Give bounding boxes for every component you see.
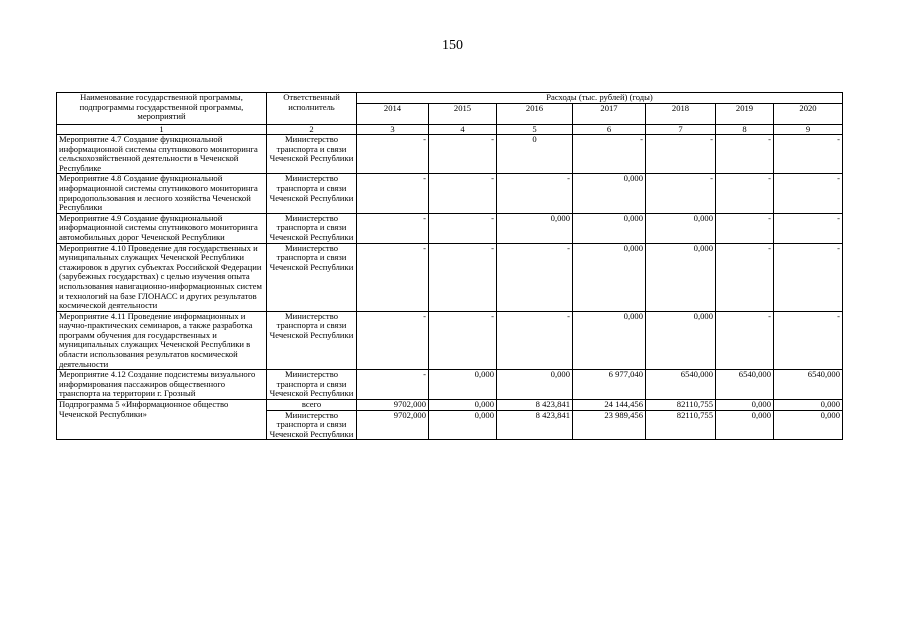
value-cell: 23 989,456 [573, 410, 646, 440]
table-row [57, 311, 843, 370]
activity-name: Мероприятие 4.7 Создание функциональной информационной системы спутникового мониторинга сельскохозяйственной деятельности в Чеченской Республике [57, 135, 267, 174]
value-cell: - [774, 174, 843, 213]
header-row [57, 93, 843, 104]
column-number: 8 [716, 125, 774, 135]
value-cell: 0,000 [429, 370, 497, 400]
value-cell: - [357, 174, 429, 213]
value-cell: - [429, 243, 497, 311]
activity-executor: Министерство транспорта и связи Чеченской Республики [267, 135, 357, 174]
activity-name: Мероприятие 4.8 Создание функциональной информационной системы спутникового мониторинга природопользования и лесного хозяйства Чеченской Республики [57, 174, 267, 213]
value-cell: - [429, 311, 497, 370]
activity-executor: Министерство транспорта и связи Чеченской Республики [267, 311, 357, 370]
value-cell: 6 977,040 [573, 370, 646, 400]
header-expenses: Расходы (тыс. рублей) (годы) [357, 93, 843, 104]
value-cell: 9702,000 [357, 400, 429, 411]
table-row [57, 370, 843, 400]
budget-table [56, 92, 843, 440]
activity-executor: Министерство транспорта и связи Чеченской Республики [267, 243, 357, 311]
value-cell: - [774, 243, 843, 311]
value-cell: - [774, 213, 843, 243]
value-cell: 0,000 [497, 213, 573, 243]
activity-name: Мероприятие 4.11 Проведение информационных и научно-практических семинаров, а также разработка программ обучения для государственных и муниципальных служащих Чеченской Республики в области использования результатов космической деятельности [57, 311, 267, 370]
value-cell: 0,000 [774, 400, 843, 411]
table-row [57, 213, 843, 243]
activity-name: Мероприятие 4.9 Создание функциональной информационной системы спутникового мониторинга автомобильных дорог Чеченской Республики [57, 213, 267, 243]
value-cell: 0,000 [716, 400, 774, 411]
value-cell: 8 423,841 [497, 400, 573, 411]
value-cell: 8 423,841 [497, 410, 573, 440]
activity-executor: Министерство транспорта и связи Чеченской Республики [267, 370, 357, 400]
value-cell: 0,000 [429, 400, 497, 411]
value-cell: 82110,755 [646, 410, 716, 440]
column-number: 6 [573, 125, 646, 135]
value-cell: - [357, 243, 429, 311]
value-cell: - [497, 243, 573, 311]
value-cell: 0,000 [497, 370, 573, 400]
subprogram-total-row [57, 400, 843, 411]
table-row [57, 135, 843, 174]
value-cell: 0,000 [646, 311, 716, 370]
value-cell: - [497, 174, 573, 213]
value-cell: 0,000 [716, 410, 774, 440]
value-cell: 9702,000 [357, 410, 429, 440]
value-cell: 6540,000 [774, 370, 843, 400]
value-cell: 0,000 [774, 410, 843, 440]
value-cell: - [716, 213, 774, 243]
header-executor: Ответственный исполнитель [267, 93, 357, 125]
year-header: 2018 [646, 104, 716, 125]
value-cell: - [357, 311, 429, 370]
subprogram-name: Подпрограмма 5 «Информационное общество Чеченской Республики» [57, 400, 267, 440]
year-header: 2020 [774, 104, 843, 125]
value-cell: - [429, 135, 497, 174]
value-cell: - [774, 135, 843, 174]
year-header: 2017 [573, 104, 646, 125]
value-cell: 0,000 [429, 410, 497, 440]
value-cell: - [497, 311, 573, 370]
value-cell: 0,000 [573, 311, 646, 370]
year-header: 2014 [357, 104, 429, 125]
value-cell: - [646, 135, 716, 174]
value-cell: 0,000 [646, 213, 716, 243]
column-number: 5 [497, 125, 573, 135]
value-cell: - [774, 311, 843, 370]
table-row [57, 174, 843, 213]
value-cell: - [429, 213, 497, 243]
column-number: 2 [267, 125, 357, 135]
column-number: 3 [357, 125, 429, 135]
value-cell: 0,000 [646, 243, 716, 311]
value-cell: 0,000 [573, 243, 646, 311]
column-number: 1 [57, 125, 267, 135]
value-cell: - [357, 135, 429, 174]
year-header: 2015 [429, 104, 497, 125]
value-cell: - [716, 174, 774, 213]
column-number: 7 [646, 125, 716, 135]
value-cell: - [716, 135, 774, 174]
value-cell: - [357, 370, 429, 400]
activity-executor: Министерство транспорта и связи Чеченской Республики [267, 174, 357, 213]
value-cell: 82110,755 [646, 400, 716, 411]
activity-name: Мероприятие 4.12 Создание подсистемы визуального информирования пассажиров общественного транспорта на территории г. Грозный [57, 370, 267, 400]
column-number: 9 [774, 125, 843, 135]
value-cell: - [357, 213, 429, 243]
value-cell: - [646, 174, 716, 213]
value-cell: 0,000 [573, 213, 646, 243]
value-cell: - [429, 174, 497, 213]
page-number: 150 [442, 38, 463, 53]
value-cell: 0 [497, 135, 573, 174]
year-header: 2016 [497, 104, 573, 125]
value-cell: 6540,000 [646, 370, 716, 400]
value-cell: 0,000 [573, 174, 646, 213]
value-cell: 6540,000 [716, 370, 774, 400]
header-name: Наименование государственной программы, подпрограммы государственной программы, мероприятий [57, 93, 267, 125]
year-header: 2019 [716, 104, 774, 125]
activity-name: Мероприятие 4.10 Проведение для государственных и муниципальных служащих Чеченской Республики стажировок в других субъектах Российской Федерации (зарубежных государствах) с целью изучения опыта использования навигационно-информационных систем и технологий на базе ГЛОНАСС и других результатов космической деятельности [57, 243, 267, 311]
value-cell: - [716, 311, 774, 370]
column-number: 4 [429, 125, 497, 135]
value-cell: 24 144,456 [573, 400, 646, 411]
value-cell: - [716, 243, 774, 311]
activity-executor: Министерство транспорта и связи Чеченской Республики [267, 213, 357, 243]
value-cell: - [573, 135, 646, 174]
subprogram-executor: Министерство транспорта и связи Чеченской Республики [267, 410, 357, 440]
table-row [57, 243, 843, 311]
subprogram-total-label: всего [267, 400, 357, 411]
column-number-row [57, 125, 843, 135]
